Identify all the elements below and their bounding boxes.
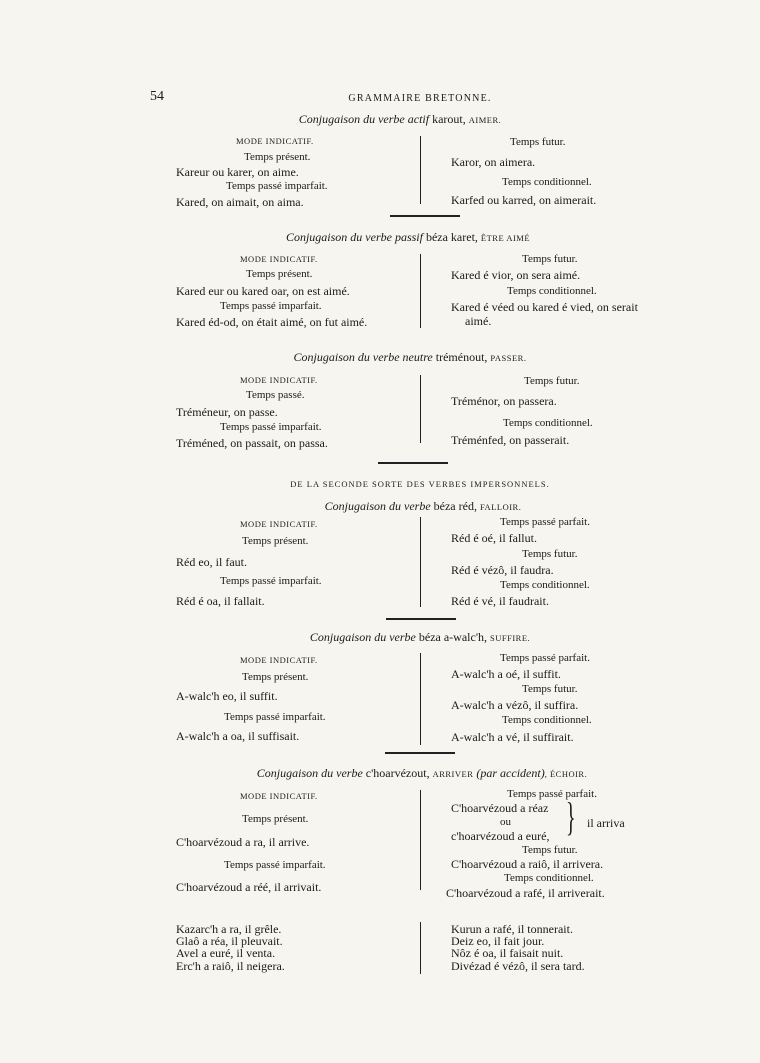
conjugation-line: aimé.: [465, 314, 492, 328]
mode-label: MODE INDICATIF.: [240, 375, 318, 385]
tense-label: Temps passé parfait.: [500, 652, 590, 664]
tense-label: Temps conditionnel.: [504, 872, 594, 884]
section-title: Conjugaison du verbe béza réd, FALLOIR.: [324, 499, 522, 513]
column-divider: [420, 517, 421, 607]
column-divider: [420, 136, 421, 204]
conjugation-line: Tréméned, on passait, on passa.: [176, 436, 328, 450]
tense-label: Temps présent.: [244, 151, 311, 163]
conjugation-line: Karor, on aimera.: [451, 155, 536, 169]
conjugation-line: A-walc'h a vé, il suffirait.: [451, 730, 574, 744]
section-title: Conjugaison du verbe béza a-walc'h, SUFFIRE.: [309, 630, 531, 644]
mode-label: MODE INDICATIF.: [240, 791, 318, 801]
tense-label: Temps conditionnel.: [503, 417, 593, 429]
conjugation-line: Réd eo, il faut.: [176, 555, 247, 569]
tense-label: Temps présent.: [242, 813, 309, 825]
conjugation-line: C'hoarvézoud a rafé, il arriverait.: [446, 886, 605, 900]
tense-label: Temps passé parfait.: [500, 516, 590, 528]
column-divider: [420, 254, 421, 328]
mode-label: MODE INDICATIF.: [240, 519, 318, 529]
conjugation-line: A-walc'h a oé, il suffit.: [451, 667, 561, 681]
mode-label: MODE INDICATIF.: [240, 254, 318, 264]
conjugation-line: Glaô a réa, il pleuvait.: [176, 934, 283, 948]
tense-label: Temps futur.: [524, 375, 580, 387]
tense-label: Temps conditionnel.: [500, 579, 590, 591]
conjugation-line: Tréméneur, on passe.: [176, 405, 278, 419]
conjugation-line: Karfed ou karred, on aimerait.: [451, 193, 597, 207]
tense-label: Temps présent.: [242, 671, 309, 683]
conjugation-line: C'hoarvézoud a réé, il arrivait.: [176, 880, 322, 894]
conjugation-line: Kared éd-od, on était aimé, on fut aimé.: [176, 315, 368, 329]
tense-label: Temps passé imparfait.: [220, 300, 322, 312]
section-heading: DE LA SECONDE SORTE DES VERBES IMPERSONNELS.: [290, 479, 550, 489]
tense-label: Temps présent.: [246, 268, 313, 280]
conjugation-line: Erc'h a raiô, il neigera.: [176, 959, 285, 973]
brace-icon: }: [566, 794, 576, 839]
conjugation-line: Kared é vior, on sera aimé.: [451, 268, 581, 282]
section-title: Conjugaison du verbe c'hoarvézout, ARRIVER (par accident), ÉCHOIR.: [256, 766, 588, 780]
tense-label: Temps passé parfait.: [507, 788, 597, 800]
section-rule: [385, 752, 455, 754]
conjugation-line: Tréménor, on passera.: [451, 394, 557, 408]
conjugation-line: Kurun a rafé, il tonnerait.: [451, 922, 573, 936]
conjugation-line: A-walc'h eo, il suffit.: [176, 689, 278, 703]
section-rule: [378, 462, 448, 464]
section-title: Conjugaison du verbe passif béza karet, ÊTRE AIMÉ: [285, 230, 531, 244]
conjugation-line: ou: [500, 816, 511, 828]
tense-label: Temps conditionnel.: [507, 285, 597, 297]
section-rule: [390, 215, 460, 217]
tense-label: Temps conditionnel.: [502, 714, 592, 726]
conjugation-line: Kared, on aimait, on aima.: [176, 195, 304, 209]
conjugation-line: Réd é oé, il fallut.: [451, 531, 537, 545]
running-title: GRAMMAIRE BRETONNE.: [348, 93, 492, 104]
conjugation-line: Réd é oa, il fallait.: [176, 594, 265, 608]
conjugation-line: Kared eur ou kared oar, on est aimé.: [176, 284, 350, 298]
page-number: 54: [150, 89, 164, 104]
conjugation-line: Réd é vé, il faudrait.: [451, 594, 549, 608]
conjugation-line: il arriva: [587, 816, 625, 830]
section-title: Conjugaison du verbe neutre tréménout, PASSER.: [293, 350, 527, 364]
tense-label: Temps futur.: [510, 136, 566, 148]
column-divider: [420, 375, 421, 443]
conjugation-line: Kazarc'h a ra, il grêle.: [176, 922, 282, 936]
tense-label: Temps futur.: [522, 683, 578, 695]
column-divider: [420, 790, 421, 890]
conjugation-line: Divézad é vézô, il sera tard.: [451, 959, 585, 973]
tense-label: Temps passé.: [246, 389, 305, 401]
tense-label: Temps passé imparfait.: [224, 711, 326, 723]
conjugation-line: C'hoarvézoud a ra, il arrive.: [176, 835, 310, 849]
tense-label: Temps futur.: [522, 844, 578, 856]
section-rule: [386, 618, 456, 620]
mode-label: MODE INDICATIF.: [240, 655, 318, 665]
conjugation-line: Tréménfed, on passerait.: [451, 433, 570, 447]
tense-label: Temps passé imparfait.: [224, 859, 326, 871]
conjugation-line: Kared é véed ou kared é vied, on serait: [451, 300, 638, 314]
tense-label: Temps passé imparfait.: [226, 180, 328, 192]
mode-label: MODE INDICATIF.: [236, 136, 314, 146]
conjugation-line: Deiz eo, il fait jour.: [451, 934, 545, 948]
section-title: Conjugaison du verbe actif karout, AIMER.: [298, 112, 502, 126]
tense-label: Temps futur.: [522, 548, 578, 560]
conjugation-line: Réd é vézô, il faudra.: [451, 563, 554, 577]
tense-label: Temps présent.: [242, 535, 309, 547]
conjugation-line: Nôz é oa, il faisait nuit.: [451, 946, 564, 960]
conjugation-line: c'hoarvézoud a euré,: [451, 829, 550, 843]
tense-label: Temps conditionnel.: [502, 176, 592, 188]
tense-label: Temps passé imparfait.: [220, 575, 322, 587]
tense-label: Temps passé imparfait.: [220, 421, 322, 433]
conjugation-line: C'hoarvézoud a réaz: [451, 801, 549, 815]
column-divider: [420, 922, 421, 974]
conjugation-line: Kareur ou karer, on aime.: [176, 165, 299, 179]
conjugation-line: A-walc'h a vézô, il suffira.: [451, 698, 579, 712]
conjugation-line: Avel a euré, il venta.: [176, 946, 276, 960]
tense-label: Temps futur.: [522, 253, 578, 265]
column-divider: [420, 653, 421, 745]
conjugation-line: A-walc'h a oa, il suffisait.: [176, 729, 300, 743]
conjugation-line: C'hoarvézoud a raiô, il arrivera.: [451, 857, 604, 871]
